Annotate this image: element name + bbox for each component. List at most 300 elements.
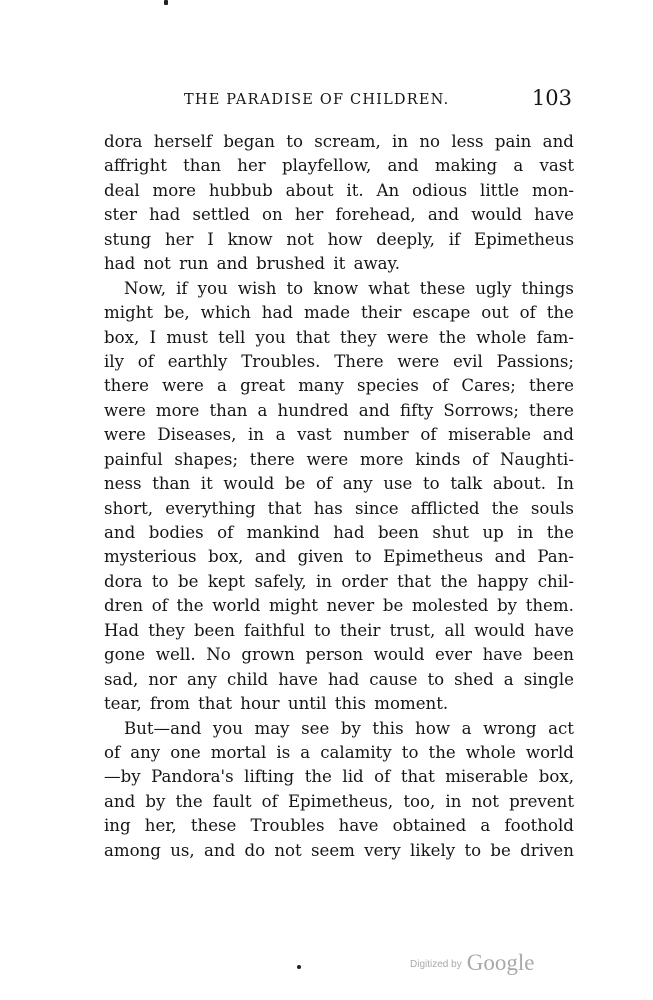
word: one (170, 742, 201, 762)
word: than (183, 156, 222, 176)
word: to (286, 278, 304, 298)
word: you (197, 278, 228, 298)
word: Naughti- (499, 449, 574, 469)
word: had (261, 303, 293, 323)
word: species (357, 376, 419, 396)
word: it. (346, 180, 364, 200)
word: which (200, 303, 251, 323)
word: molested (411, 596, 489, 616)
word: by (340, 718, 361, 738)
word: ever (435, 645, 472, 665)
word: of (261, 791, 278, 811)
word: world (525, 742, 574, 762)
word: mon- (531, 180, 574, 200)
word: her (237, 156, 266, 176)
word: a (461, 718, 472, 738)
word: Epimetheus (383, 547, 484, 567)
text-line (104, 203, 574, 227)
word: more (155, 400, 200, 420)
word: no (419, 132, 441, 151)
word: among (104, 840, 161, 860)
word: world (212, 596, 261, 616)
text-line (104, 326, 574, 350)
word: I (207, 229, 214, 249)
word: the (304, 767, 332, 787)
word: the (176, 596, 204, 616)
word: to (464, 840, 482, 860)
word: to (314, 620, 331, 640)
word: were (162, 376, 204, 396)
text-line: tear, from that hour until this moment. (104, 694, 449, 714)
page-header (104, 86, 574, 114)
word: ily (104, 351, 124, 371)
word: and (104, 791, 136, 811)
word: kept (207, 571, 246, 591)
word: —by (104, 767, 141, 787)
word: everything (165, 498, 256, 518)
word: settled (192, 205, 250, 225)
word: might (268, 596, 318, 616)
word: they (340, 327, 377, 347)
word: their (339, 620, 381, 640)
word: tell (218, 327, 246, 347)
word: gone (104, 645, 146, 665)
text-line (104, 521, 574, 545)
word: and (542, 425, 574, 445)
word: prevent (509, 791, 574, 811)
text-line (104, 472, 574, 496)
word: would (471, 205, 522, 225)
word: by (145, 791, 166, 811)
word: to (354, 547, 372, 567)
word: grown (241, 645, 295, 665)
word: had (149, 205, 181, 225)
word: there (529, 400, 574, 420)
word: would (474, 620, 526, 640)
word: lid (342, 767, 364, 787)
word: the (546, 303, 574, 323)
word: since (354, 498, 399, 518)
word: us, (170, 840, 195, 860)
word: and (254, 547, 287, 567)
word: to (286, 132, 303, 151)
word: ugly (475, 278, 512, 298)
word: might (104, 303, 154, 323)
word: is (276, 742, 291, 762)
word: see (301, 718, 330, 738)
text-line: had not run and brushed it away. (104, 254, 401, 274)
word: a (257, 400, 268, 420)
text-line (104, 839, 574, 863)
word: a (513, 156, 524, 176)
word: Troubles (250, 816, 325, 836)
page-number: 103 (531, 86, 572, 110)
word: of (374, 767, 391, 787)
text-line (104, 448, 574, 472)
text-line (104, 497, 574, 521)
word: deeply, (376, 229, 435, 249)
word: use (383, 474, 413, 494)
word: would (373, 645, 425, 665)
word: shapes; (174, 449, 239, 469)
word: hundred (277, 400, 349, 420)
word: had (327, 669, 360, 689)
word: were (306, 449, 349, 469)
word: Diseases, (157, 425, 237, 445)
word: to (151, 571, 169, 591)
text-line (104, 350, 574, 374)
word: that (400, 767, 435, 787)
word: the (175, 791, 203, 811)
word: forehead, (335, 205, 416, 225)
word: There (334, 351, 384, 371)
word: them. (525, 596, 574, 616)
word: a (480, 816, 491, 836)
word: things (521, 278, 574, 298)
word: in (392, 132, 409, 151)
word: affright (104, 156, 167, 176)
word: kinds (415, 449, 461, 469)
word: by (497, 596, 518, 616)
word: and (494, 547, 526, 567)
word: and (358, 400, 390, 420)
word: No (206, 645, 231, 665)
word: souls (530, 498, 574, 518)
word: about. (492, 474, 547, 494)
word: whole (465, 742, 516, 762)
word: very (364, 840, 401, 860)
text-line (104, 179, 574, 203)
word: the (438, 327, 467, 347)
word: less (451, 132, 484, 151)
word: you (255, 327, 286, 347)
text-line (104, 619, 574, 643)
word: be (284, 474, 306, 494)
word: vast (539, 156, 574, 176)
word: In (556, 474, 574, 494)
text-line (104, 570, 574, 594)
word: more (152, 180, 196, 200)
word: been (377, 523, 419, 542)
word: mankind (246, 523, 320, 542)
word: that (397, 571, 432, 591)
word: there (529, 376, 574, 396)
word: wish (237, 278, 277, 298)
word: and (387, 156, 419, 176)
word: these (190, 816, 237, 836)
word: wrong (483, 718, 537, 738)
text-line (104, 594, 574, 618)
word: her (165, 229, 194, 249)
text-line (104, 643, 574, 667)
word: herself (153, 132, 212, 151)
word: dren (104, 596, 144, 616)
word: ing (104, 816, 131, 836)
word: nor (148, 669, 177, 689)
word: in (248, 425, 264, 445)
ink-mark-bottom (297, 965, 301, 969)
word: earthly (167, 351, 228, 371)
running-head: THE PARADISE OF CHILDREN. (184, 92, 450, 108)
word: of (315, 474, 333, 494)
word: a (503, 669, 514, 689)
text-line (104, 301, 574, 325)
word: of (472, 449, 489, 469)
text-line (104, 423, 574, 447)
word: in (315, 571, 332, 591)
word: how (327, 229, 363, 249)
word: a (275, 425, 286, 445)
word: lifting (244, 767, 295, 787)
word: than (152, 474, 191, 494)
word: Had (104, 620, 139, 640)
word: faithful (244, 620, 305, 640)
text-line (104, 814, 574, 838)
word: order (341, 571, 388, 591)
word: hubbub (208, 180, 273, 200)
word: box, (208, 547, 244, 567)
word: well. (155, 645, 196, 665)
word: their (360, 303, 402, 323)
word: a (217, 376, 227, 396)
word: know (313, 278, 359, 298)
word: there (249, 449, 295, 469)
word: of (519, 303, 536, 323)
word: know (227, 229, 273, 249)
word: be, (163, 303, 190, 323)
word: have (482, 645, 523, 665)
word: the (491, 498, 519, 518)
word: her, (144, 816, 177, 836)
word: trust, (389, 620, 436, 640)
word: miserable (445, 767, 529, 787)
word: up (482, 523, 504, 542)
word: of (104, 742, 121, 762)
word: a (300, 742, 311, 762)
word: stung (104, 229, 152, 249)
word: person (305, 645, 364, 665)
word: making (434, 156, 498, 176)
word: about (285, 180, 334, 200)
word: any (342, 474, 373, 494)
word: cause (369, 669, 418, 689)
ink-mark-top (164, 0, 168, 5)
word: Epimetheus, (287, 791, 394, 811)
word: Troubles. (241, 351, 321, 371)
word: been (193, 620, 235, 640)
word: great (240, 376, 286, 396)
word: of (137, 351, 154, 371)
digitization-watermark (410, 950, 535, 976)
word: act (548, 718, 574, 738)
word: foothold (504, 816, 574, 836)
word: number (343, 425, 409, 445)
word: miserable (448, 425, 532, 445)
word: calamity (320, 742, 392, 762)
word: these (419, 278, 466, 298)
word: more (359, 449, 404, 469)
word: if (448, 229, 461, 249)
word: you (212, 718, 243, 738)
text-line (104, 668, 574, 692)
word: on (262, 205, 283, 225)
word: have (534, 620, 574, 640)
word: what (368, 278, 410, 298)
watermark-logo: Google (466, 950, 535, 975)
word: scream, (314, 132, 381, 151)
word: talk (450, 474, 483, 494)
word: of (432, 376, 449, 396)
word: be (177, 571, 199, 591)
word: fifty (400, 400, 434, 420)
text-line (104, 154, 574, 178)
word: many (298, 376, 344, 396)
word: the (428, 742, 456, 762)
word: if (176, 278, 188, 298)
word: and (104, 523, 136, 542)
word: ster (104, 205, 137, 225)
word: that (295, 327, 330, 347)
word: of (151, 596, 168, 616)
word: have (278, 669, 318, 689)
word: child (226, 669, 269, 689)
word: and (203, 840, 236, 860)
text-line (104, 277, 574, 301)
word: than (209, 400, 248, 420)
word: how (415, 718, 451, 738)
word: short, (104, 498, 154, 518)
word: shut (432, 523, 469, 542)
word: do (244, 840, 266, 860)
word: were (104, 425, 146, 445)
word: in (517, 523, 534, 542)
word: vast (297, 425, 332, 445)
word: of (420, 425, 437, 445)
word: evil (452, 351, 483, 371)
word: shed (454, 669, 494, 689)
word: painful (104, 449, 163, 469)
word: to (401, 742, 419, 762)
word: seem (311, 840, 355, 860)
word: chil- (537, 571, 574, 591)
word: began (223, 132, 275, 151)
text-line (104, 717, 574, 741)
word: box, (538, 767, 574, 787)
word: would (223, 474, 275, 494)
word: playfellow, (281, 156, 372, 176)
word: mortal (210, 742, 267, 762)
word: deal (104, 180, 140, 200)
word: had (333, 523, 365, 542)
word: sad, (104, 669, 139, 689)
word: Now, (124, 278, 167, 298)
word: made (303, 303, 351, 323)
word: safely, (254, 571, 307, 591)
word: may (254, 718, 290, 738)
word: Passions; (496, 351, 574, 371)
word: it (200, 474, 213, 494)
word: obtained (392, 816, 467, 836)
word: fam- (536, 327, 574, 347)
word: in (445, 791, 462, 811)
text-line (104, 790, 574, 814)
word: Epimetheus (473, 229, 574, 249)
word: An (376, 180, 400, 200)
word: that (267, 498, 302, 518)
word: But—and (124, 718, 202, 738)
word: afflicted (410, 498, 480, 518)
word: and (427, 205, 460, 225)
word: were (104, 400, 146, 420)
text-line (104, 399, 574, 423)
word: ness (104, 474, 142, 494)
word: Cares; (461, 376, 516, 396)
word: of (217, 523, 234, 542)
word: little (480, 180, 520, 200)
word: have (534, 205, 574, 225)
word: to (427, 669, 445, 689)
word: and (542, 132, 574, 151)
word: single (523, 669, 574, 689)
word: all (444, 620, 466, 640)
word: have (338, 816, 379, 836)
word: this (372, 718, 404, 738)
word: were (386, 327, 429, 347)
word: not (471, 791, 499, 811)
body-text (104, 130, 574, 863)
word: given (297, 547, 344, 567)
word: escape (412, 303, 471, 323)
text-line (104, 130, 574, 154)
word: any (130, 742, 161, 762)
watermark-prefix: Digitized by (410, 959, 462, 970)
word: whole (476, 327, 527, 347)
word: odious (412, 180, 468, 200)
word: dora (104, 571, 143, 591)
word: Pandora's (151, 767, 234, 787)
word: likely (410, 840, 456, 860)
text-line (104, 374, 574, 398)
word: box, (104, 327, 140, 347)
word: too, (403, 791, 436, 811)
word: Sorrows; (443, 400, 519, 420)
word: fault (212, 791, 252, 811)
word: dora (104, 132, 143, 151)
text-line (104, 545, 574, 569)
word: Pan- (537, 547, 574, 567)
word: happy (477, 571, 529, 591)
word: I (149, 327, 157, 347)
word: been (533, 645, 574, 665)
text-line (104, 765, 574, 789)
text-line (104, 741, 574, 765)
word: they (148, 620, 185, 640)
word: be (490, 840, 511, 860)
word: there (104, 376, 149, 396)
word: the (546, 523, 574, 542)
word: any (186, 669, 217, 689)
word: must (166, 327, 208, 347)
word: be (382, 596, 404, 616)
word: has (313, 498, 343, 518)
word: the (440, 571, 468, 591)
word: to (423, 474, 440, 494)
word: not (274, 840, 302, 860)
text-line (104, 228, 574, 252)
word: out (481, 303, 509, 323)
word: never (326, 596, 375, 616)
word: mysterious (104, 547, 197, 567)
